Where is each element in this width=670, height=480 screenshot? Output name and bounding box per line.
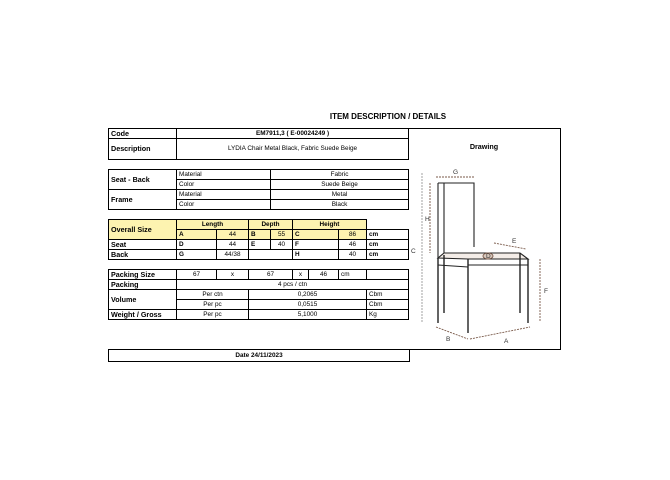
overall-unit: cm bbox=[367, 230, 409, 240]
seat-f-key: F bbox=[293, 240, 339, 250]
packing-size-height: 46 bbox=[309, 270, 339, 280]
dim-a bbox=[470, 327, 530, 339]
frame-material-label: Material bbox=[177, 190, 271, 200]
height-header: Height bbox=[293, 220, 367, 230]
back-h-key: H bbox=[293, 250, 339, 260]
length-header: Length bbox=[177, 220, 249, 230]
back-g-key: G bbox=[177, 250, 217, 260]
frame-material: Metal bbox=[271, 190, 409, 200]
spec-sheet bbox=[108, 128, 560, 362]
overall-a-key: A bbox=[177, 230, 217, 240]
seat-e-value: 40 bbox=[271, 240, 293, 250]
packing-size-x2: x bbox=[293, 270, 309, 280]
volume-per-pc: 0,0515 bbox=[249, 300, 367, 310]
dim-b bbox=[436, 327, 468, 339]
seat-back-color: Suede Beige bbox=[271, 180, 409, 190]
code-row bbox=[109, 129, 409, 139]
overall-b-value: 55 bbox=[271, 230, 293, 240]
seat-label: Seat bbox=[109, 240, 177, 250]
volume-per-ctn-label: Per ctn bbox=[177, 290, 249, 300]
chair-drawing bbox=[408, 163, 560, 363]
label-g: G bbox=[453, 169, 459, 176]
spec-table bbox=[108, 128, 409, 320]
volume-per-pc-unit: Cbm bbox=[367, 300, 409, 310]
drawing-panel bbox=[408, 128, 561, 350]
back-h-value: 40 bbox=[339, 250, 367, 260]
description-label: Description bbox=[109, 139, 177, 160]
code-value: EM7911,3 ( E-00024249 ) bbox=[177, 129, 409, 139]
weight-value: 5,1000 bbox=[249, 310, 367, 320]
seat-d-key: D bbox=[177, 240, 217, 250]
volume-per-pc-label: Per pc bbox=[177, 300, 249, 310]
label-a: A bbox=[504, 338, 509, 345]
label-d: D bbox=[486, 253, 491, 260]
document-title: ITEM DESCRIPTION / DETAILS bbox=[329, 112, 447, 121]
overall-size-label: Overall Size bbox=[109, 220, 177, 240]
packing-label: Packing bbox=[109, 280, 177, 290]
overall-c-key: C bbox=[293, 230, 339, 240]
weight-label: Weight / Gross bbox=[109, 310, 177, 320]
dim-e bbox=[494, 243, 526, 249]
code-label: Code bbox=[109, 129, 177, 139]
packing-size-label: Packing Size bbox=[109, 270, 177, 280]
overall-b-key: B bbox=[249, 230, 271, 240]
drawing-title: Drawing bbox=[469, 142, 499, 151]
volume-per-ctn-unit: Cbm bbox=[367, 290, 409, 300]
seat-back-color-label: Color bbox=[177, 180, 271, 190]
weight-unit: Kg bbox=[367, 310, 409, 320]
packing-value: 4 pcs / ctn bbox=[177, 280, 409, 290]
packing-size-x1: x bbox=[217, 270, 249, 280]
description-value: LYDIA Chair Metal Black, Fabric Suede Beige bbox=[177, 139, 409, 160]
packing-size-unit: cm bbox=[339, 270, 367, 280]
seat-back-material: Fabric bbox=[271, 170, 409, 180]
frame-label: Frame bbox=[109, 190, 177, 210]
packing-size-width: 67 bbox=[249, 270, 293, 280]
frame-color-label: Color bbox=[177, 200, 271, 210]
label-e: E bbox=[512, 238, 517, 245]
overall-a-value: 44 bbox=[217, 230, 249, 240]
seat-f-value: 46 bbox=[339, 240, 367, 250]
seat-back-material-label: Material bbox=[177, 170, 271, 180]
seat-d-value: 44 bbox=[217, 240, 249, 250]
label-c: C bbox=[411, 248, 416, 255]
label-b: B bbox=[446, 336, 451, 343]
label-h: H bbox=[425, 216, 430, 223]
date-stamp: Date 24/11/2023 bbox=[108, 349, 410, 362]
back-label: Back bbox=[109, 250, 177, 260]
back-unit: cm bbox=[367, 250, 409, 260]
volume-per-ctn: 0,2065 bbox=[249, 290, 367, 300]
depth-header: Depth bbox=[249, 220, 293, 230]
label-f: F bbox=[544, 288, 548, 295]
seat-unit: cm bbox=[367, 240, 409, 250]
seat-back-label: Seat - Back bbox=[109, 170, 177, 190]
chair-backrest bbox=[438, 183, 474, 258]
seat-e-key: E bbox=[249, 240, 271, 250]
frame-color: Black bbox=[271, 200, 409, 210]
volume-label: Volume bbox=[109, 290, 177, 310]
chair-leg-frame bbox=[438, 265, 528, 267]
weight-per-pc-label: Per pc bbox=[177, 310, 249, 320]
description-row bbox=[109, 139, 409, 160]
packing-size-length: 67 bbox=[177, 270, 217, 280]
overall-c-value: 86 bbox=[339, 230, 367, 240]
back-g-value: 44/38 bbox=[217, 250, 249, 260]
